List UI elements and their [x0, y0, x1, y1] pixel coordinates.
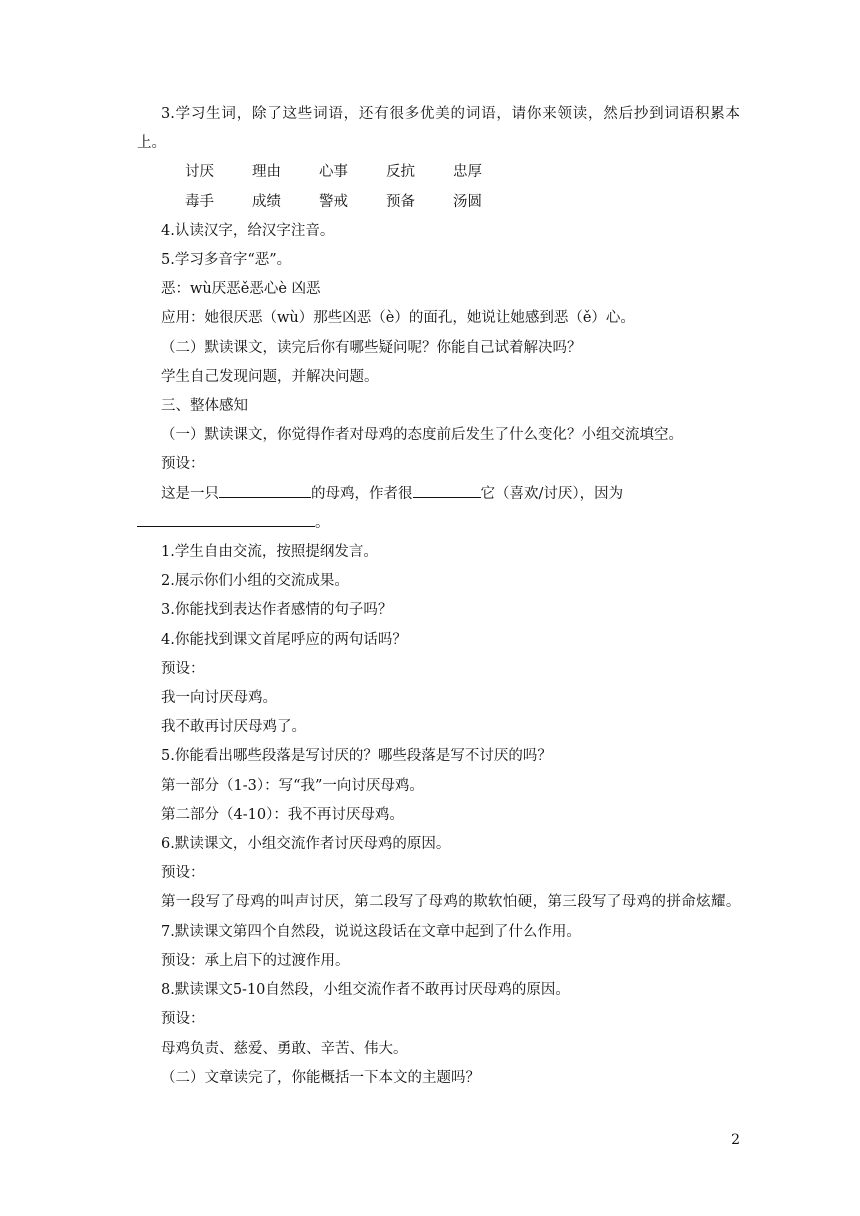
preset-label: 预设：	[161, 1011, 205, 1028]
page-number: 2	[731, 1132, 740, 1148]
step-8-no-longer-dislike: 8.默读课文5-10自然段，小组交流作者不敢再讨厌母鸡的原因。	[161, 982, 570, 999]
fill-text: 的母鸡，作者很	[311, 485, 413, 502]
word-list-row-1	[137, 158, 740, 187]
fill-text: 这是一只	[161, 485, 219, 502]
student-self-solve: 学生自己发现问题，并解决问题。	[161, 368, 379, 385]
vocab-word: 预备	[386, 193, 415, 210]
step-5-paragraph-question: 5.你能看出哪些段落是写讨厌的？哪些段落是写不讨厌的吗？	[161, 748, 552, 765]
lesson-content	[137, 100, 740, 1093]
vocab-word: 警戒	[319, 193, 348, 210]
vocab-word: 讨厌	[185, 164, 214, 181]
answer-qualities: 母鸡负责、慈爱、勇敢、辛苦、伟大。	[161, 1040, 408, 1057]
part-one: 第一部分（1-3）：写“我”一向讨厌母鸡。	[161, 777, 424, 794]
preset-label: 预设：	[161, 660, 205, 677]
vocab-word: 反抗	[386, 164, 415, 181]
preset-label: 预设：	[161, 456, 205, 473]
step-1-free-discussion: 1.学生自由交流，按照提纲发言。	[161, 544, 378, 561]
fill-in-sentence	[137, 480, 740, 509]
vocab-word: 心事	[319, 164, 348, 181]
step-3-vocabulary: 3.学习生词，除了这些词语，还有很多优美的词语，请你来领读，然后抄到词语积累本上。	[137, 106, 740, 152]
fill-blank	[137, 511, 315, 527]
vocab-word: 汤圆	[453, 193, 482, 210]
step-5-polyphone: 5.学习多音字“恶”。	[161, 252, 292, 269]
vocab-word: 忠厚	[453, 164, 482, 181]
step-4-echo-sentences: 4.你能找到课文首尾呼应的两句话吗？	[161, 631, 407, 648]
part-two: 第二部分（4-10）：我不再讨厌母鸡。	[161, 806, 404, 823]
step-3-find-sentences: 3.你能找到表达作者感情的句子吗？	[161, 602, 393, 619]
polyphone-readings: 恶：wù厌恶ě恶心è 凶恶	[161, 281, 321, 298]
attitude-change-question: （一）默读课文，你觉得作者对母鸡的态度前后发生了什么变化？小组交流填空。	[161, 427, 683, 444]
fill-blank	[219, 482, 311, 498]
word-list-row-2	[137, 188, 740, 217]
section-heading-overall: 三、整体感知	[161, 398, 248, 415]
fill-in-sentence-continued	[137, 509, 740, 538]
step-2-show-results: 2.展示你们小组的交流成果。	[161, 573, 349, 590]
step-6-reasons-question: 6.默读课文，小组交流作者讨厌母鸡的原因。	[161, 836, 451, 853]
step-4-pinyin: 4.认读汉字，给汉字注音。	[161, 222, 335, 239]
fill-blank	[413, 482, 481, 498]
fill-text: 。	[315, 514, 330, 531]
theme-question: （二）文章读完了，你能概括一下本文的主题吗？	[161, 1069, 480, 1086]
answer-line: 我不敢再讨厌母鸡了。	[161, 719, 306, 736]
silent-reading-question: （二）默读课文，读完后你有哪些疑问呢？你能自己试着解决吗？	[161, 339, 582, 356]
preset-label: 预设：	[161, 865, 205, 882]
fill-text: 它（喜欢/讨厌），因为	[480, 485, 624, 502]
vocab-word: 理由	[252, 164, 281, 181]
answer-line: 我一向讨厌母鸡。	[161, 690, 277, 707]
step-7-paragraph-role: 7.默读课文第四个自然段，说说这段话在文章中起到了什么作用。	[161, 923, 581, 940]
vocab-word: 毒手	[185, 193, 214, 210]
polyphone-application: 应用：她很厌恶（wù）那些凶恶（è）的面孔，她说让她感到恶（ě）心。	[161, 310, 635, 327]
answer-reasons: 第一段写了母鸡的叫声讨厌，第二段写了母鸡的欺软怕硬，第三段写了母鸡的拼命炫耀。	[161, 894, 740, 911]
preset-transition: 预设：承上启下的过渡作用。	[161, 952, 350, 969]
vocab-word: 成绩	[252, 193, 281, 210]
